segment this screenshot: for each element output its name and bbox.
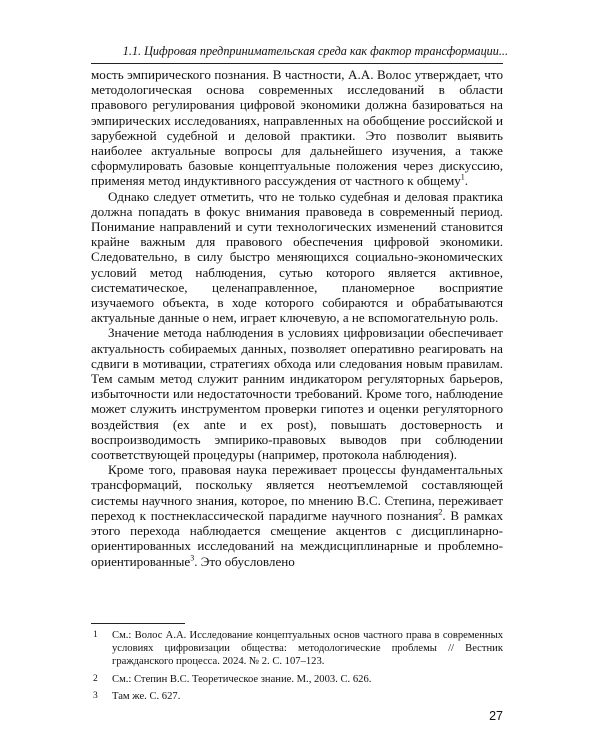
paragraph-1-text-a: мость эмпирического познания. В частности, А.А. Волос утверждает, что методологическая основа современных исследований в области правового регулирования цифровой экономики должна базироваться на эмпирических исследованиях, направленных на обобщение российской и зарубежной судебной и деловой практики. Это позволит выявить наиболее актуальные вопросы для дальнейшего изучения, а также сформулировать базовые концептуальные положения через дискуссию, применяя метод индуктивного рассуждения от частного к общему [91,67,503,189]
paragraph-4-text-c: . Это обусловлено [194,553,295,569]
footnote-text: Там же. С. 627. [112,690,181,702]
footnote-number: 1 [93,630,98,640]
paragraph-4-text-b: . В рамках этого перехода наблюдается смещение акцентов с дисциплинарно-ориентированных исследований на междисциплинарные и проблемно-ориентированные [91,507,503,569]
footnote-number: 3 [93,690,98,701]
paragraph-1-text-b: . [464,173,469,189]
footnote-number: 2 [93,673,98,684]
paragraph-3: Значение метода наблюдения в условиях цифровизации обеспечивает актуальность собираемых данных, позволяет оперативно реагировать на сдвиги в мотивации, стратегиях обхода или следования новым правилам. Тем самым метод служит ранним индикатором регуляторных барьеров, избыточности или недостаточности требований. Кроме того, наблюдение может служить инструментом проверки гипотез и оценки регуляторного воздействия (ex ante и ex post), повышать достоверность и воспроизводимость эмпирико-правовых выводов при соблюдении соответствующей процедуры (например, протокола наблюдения). [91,325,503,463]
paragraph-4-text-a: Кроме того, правовая наука переживает процессы фундаментальных трансформаций, поскольку является неотъемлемой составляющей системы научного знания, которое, по мнению В.С. Степина, переживает переход к постнеклассической парадигме научного познания [91,462,503,523]
footnote-text: См.: Волос А.А. Исследование концептуальных основ частного права в современных условиях цифровизации общества: методологические проблемы // Вестник гражданского процесса. 2024. № 2. С. 107–123. [112,630,503,668]
footnote-ref-3[interactable]: 3 [190,553,195,563]
footnote-text: См.: Степин В.С. Теоретическое знание. М., 2003. С. 626. [112,673,372,685]
page-number: 27 [489,709,503,723]
footnote-1 [91,629,503,669]
footnote-ref-2[interactable]: 2 [438,507,443,517]
paragraph-2: Однако следует отметить, что не только судебная и деловая практика должна попадать в фокус внимания правоведа в современный период. Понимание направлений и сути технологических изменений становится крайне важным для правового обеспечения цифровой экономики. Следовательно, в силу быстро меняющихся социально-экономических условий метод наблюдения, сутью которого является активное, систематическое, целенаправленное, планомерное восприятие изучаемого объекта, в ходе которого собираются и обрабатываются актуальные данные о нем, играет ключевую, а не вспомогательную роль. [91,188,503,326]
footnote-rule [91,623,185,624]
paragraph-4 [91,462,503,568]
footnote-ref-1[interactable]: 1 [460,173,465,183]
footnote-3 [91,690,503,703]
header-rule [91,63,503,64]
footnote-2 [91,673,503,686]
running-head: 1.1. Цифровая предпринимательская среда как фактор трансформации... [122,44,508,58]
paragraph-1 [91,67,503,189]
footnotes [91,629,503,707]
body-text [91,67,503,569]
